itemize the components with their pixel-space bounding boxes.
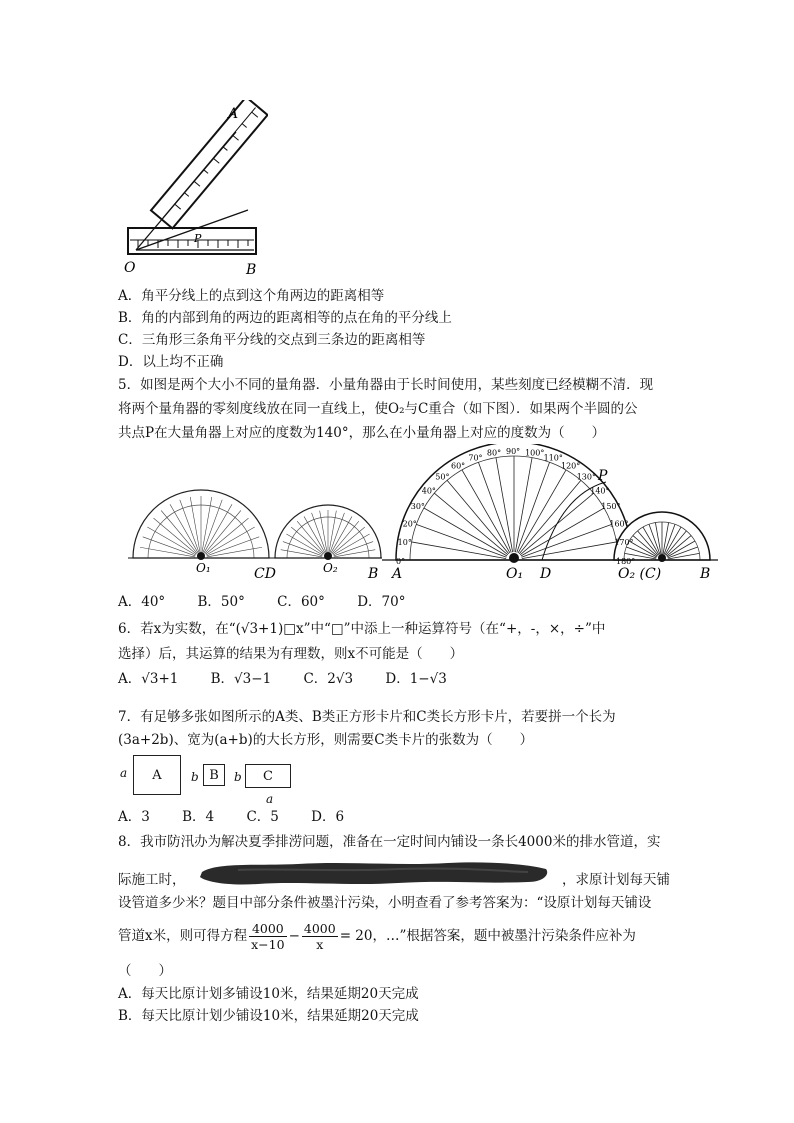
q4-option-c: C．三角形三条角平分线的交点到三条边的距离相等 bbox=[118, 332, 426, 348]
protractor-tick-label: 150° bbox=[601, 502, 621, 511]
protractor-tick-label: 50° bbox=[435, 472, 450, 482]
label-b-left: B bbox=[368, 566, 379, 580]
q6-stem-line2: 选择）后，其运算的结果为有理数，则x不可能是（ ） bbox=[118, 646, 464, 662]
protractor-tick-label: 140° bbox=[590, 486, 610, 496]
protractor-tick-label: 100° bbox=[525, 448, 545, 458]
q4-option-b: B．角的内部到角的两边的距离相等的点在角的平分线上 bbox=[118, 310, 452, 326]
q7-option-d[interactable]: D．6 bbox=[311, 809, 345, 825]
q8-option-b[interactable]: B．每天比原计划少铺设10米，结果延期20天完成 bbox=[118, 1008, 419, 1024]
label-b: B bbox=[246, 262, 257, 278]
protractor-tick-label: 0° bbox=[396, 557, 406, 566]
q7-option-b[interactable]: B．4 bbox=[182, 809, 215, 825]
card-b: B bbox=[203, 764, 225, 786]
label-o1-right: O₁ bbox=[506, 566, 524, 582]
q8-stem-line2-right: ，求原计划每天铺 bbox=[562, 872, 670, 888]
q5-stem-line1: 5．如图是两个大小不同的量角器．小量角器由于长时间使用，某些刻度已经模糊不清．现 bbox=[118, 377, 654, 393]
q7-option-c[interactable]: C．5 bbox=[246, 809, 279, 825]
label-o2-left: O₂ bbox=[323, 561, 338, 575]
q5-option-a[interactable]: A．40° bbox=[118, 594, 166, 610]
card-c-bottom-label: a bbox=[266, 792, 274, 806]
q5-options bbox=[118, 593, 433, 611]
frac2-denominator: x bbox=[316, 936, 324, 952]
label-cd: CD bbox=[254, 566, 276, 580]
q7-stem-line1: 7．有足够多张如图所示的A类、B类正方形卡片和C类长方形卡片，若要拼一个长为 bbox=[118, 709, 616, 725]
q5-option-b[interactable]: B．50° bbox=[197, 594, 245, 610]
frac1-numerator: 4000 bbox=[249, 921, 286, 937]
label-o: O bbox=[124, 260, 136, 276]
q8-stem-line2-left: 际施工时， bbox=[118, 872, 186, 888]
q5-option-d[interactable]: D．70° bbox=[357, 594, 406, 610]
card-a: A bbox=[133, 755, 181, 795]
protractor-tick-label: 10° bbox=[397, 537, 412, 547]
q8-line4-text-a: 管道x米，则可得方程 bbox=[118, 928, 248, 944]
q8-answer-paren: （ ） bbox=[118, 963, 172, 979]
label-a-right: A bbox=[392, 566, 403, 582]
q6-option-c[interactable]: C．2√3 bbox=[303, 671, 354, 687]
q6-stem-line1: 6．若x为实数，在“(√3+1)□x”中“□”中添上一种运算符号（在“+，-，×，÷”中 bbox=[118, 621, 606, 637]
figure-two-protractors bbox=[118, 480, 383, 580]
q5-stem-line2: 将两个量角器的零刻度线放在同一直线上，使O₂与C重合（如下图）．如果两个半圆的公 bbox=[118, 401, 638, 417]
q5-stem-line3: 共点P在大量角器上对应的度数为140°，那么在小量角器上对应的度数为（ ） bbox=[118, 425, 606, 441]
label-p-right: P bbox=[598, 468, 608, 484]
q6-options bbox=[118, 670, 475, 688]
q6-option-d[interactable]: D．1−√3 bbox=[385, 671, 447, 687]
frac1-denominator: x−10 bbox=[251, 936, 285, 952]
q8-stem-line4 bbox=[118, 918, 636, 954]
q8-fraction-1 bbox=[249, 921, 286, 952]
protractor-tick-label: 120° bbox=[561, 461, 581, 471]
card-b-side-label: b bbox=[191, 770, 199, 784]
q4-option-a: A．角平分线上的点到这个角两边的距离相等 bbox=[118, 288, 385, 304]
ink-blot bbox=[198, 860, 550, 886]
protractor-tick-label: 60° bbox=[451, 461, 466, 471]
protractor-tick-label: 70° bbox=[468, 453, 483, 463]
q7-stem-line2: (3a+2b)、宽为(a+b)的大长方形，则需要C类卡片的张数为（ ） bbox=[118, 732, 534, 748]
q6-option-b[interactable]: B．√3−1 bbox=[210, 671, 272, 687]
q5-option-c[interactable]: C．60° bbox=[277, 594, 325, 610]
protractor-tick-label: 80° bbox=[486, 448, 502, 458]
q8-line4-text-b: = 20，…”根据答案，题中被墨汁污染条件应补为 bbox=[339, 928, 636, 944]
label-a: A bbox=[228, 106, 239, 122]
protractor-tick-label: 30° bbox=[410, 502, 425, 511]
q8-minus: − bbox=[288, 928, 300, 944]
card-c: C bbox=[245, 764, 291, 788]
protractor-tick-label: 180° bbox=[616, 557, 636, 566]
q4-option-d: D．以上均不正确 bbox=[118, 354, 224, 370]
q8-option-a[interactable]: A．每天比原计划多铺设10米，结果延期20天完成 bbox=[118, 986, 419, 1002]
q8-fraction-2 bbox=[302, 921, 338, 952]
protractor-tick-label: 170° bbox=[614, 537, 634, 547]
protractor-tick-label: 20° bbox=[402, 519, 417, 529]
frac2-numerator: 4000 bbox=[303, 920, 336, 936]
protractor-tick-label: 130° bbox=[576, 472, 596, 482]
label-p: P bbox=[194, 232, 202, 245]
protractor-tick-label: 40° bbox=[421, 486, 436, 496]
protractor-tick-label: 160° bbox=[609, 519, 629, 529]
figure-overlap-protractors bbox=[382, 444, 718, 582]
q7-option-a[interactable]: A．3 bbox=[118, 809, 150, 825]
card-c-side-label: b bbox=[234, 770, 242, 784]
card-a-side-label: a bbox=[120, 766, 128, 780]
q8-stem-line3: 设管道多少米？题目中部分条件被墨汁污染，小明查看了参考答案为：“设原计划每天铺设 bbox=[118, 895, 652, 911]
q6-option-a[interactable]: A．√3+1 bbox=[118, 671, 179, 687]
label-b-right: B bbox=[700, 566, 711, 582]
label-d: D bbox=[540, 566, 552, 582]
q8-stem-line1: 8．我市防汛办为解决夏季排涝问题，准备在一定时间内铺设一条长4000米的排水管道，实 bbox=[118, 834, 661, 850]
figure-ruler-angle bbox=[118, 100, 268, 280]
protractor-tick-label: 110° bbox=[543, 453, 563, 463]
label-o1-left: O₁ bbox=[196, 561, 211, 575]
protractor-tick-label: 90° bbox=[506, 447, 521, 456]
label-o2c: O₂ (C) bbox=[618, 566, 662, 582]
q7-options bbox=[118, 808, 372, 826]
